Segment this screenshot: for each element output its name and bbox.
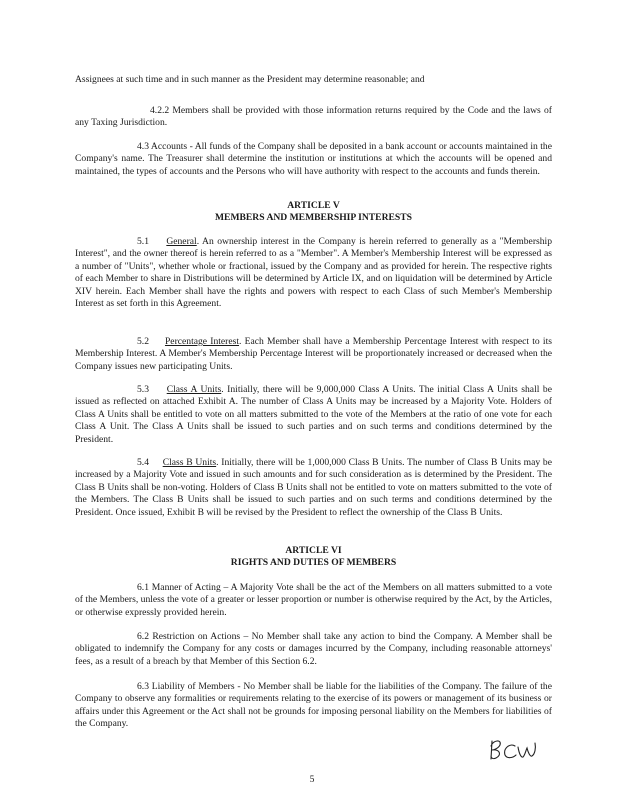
section-6-1-block xyxy=(75,582,552,619)
article-6-title: ARTICLE VI xyxy=(285,545,342,556)
section-5-1-body: . An ownership interest in the Company is herein referred to generally as a "Membership Interest", and the owner thereof is herein referred to as a "Member". A Member's Membership Interest will be expressed as a number of "Units", whether whole or fractional, issued by the Company and as provided for herein. The respective rights of each Member to share in Distributions will be determined by Article IX, and on liquidation will be determined by Article XIV herein. Each Member shall have the rights and powers with respect to each Class of such Member's Membership Interest as set forth in this Agreement. xyxy=(75,236,553,310)
section-4-2-2-block xyxy=(75,105,552,130)
article-5-heading xyxy=(75,200,552,223)
handwritten-initials xyxy=(488,736,552,764)
intro-line: Assignees at such time and in such manner as the President may determine reasonable; and xyxy=(75,74,425,85)
section-5-1-block xyxy=(75,236,552,310)
section-5-4-heading: Class B Units xyxy=(162,457,217,468)
section-5-4-number: 5.4 xyxy=(137,457,149,468)
section-5-3 xyxy=(75,384,552,446)
section-5-2-heading: Percentage Interest xyxy=(164,336,240,347)
section-6-2: 6.2 Restriction on Actions – No Member shall take any action to bind the Company. A Member shall be obligated to indemnify the Company for any costs or damages incurred by the Company, including reasonable attorneys' fees, as a result of a breach by that Member of this Section 6.2. xyxy=(75,631,552,667)
section-5-1 xyxy=(75,236,552,310)
article-6-subtitle: RIGHTS AND DUTIES OF MEMBERS xyxy=(230,556,397,568)
section-5-4-block xyxy=(75,457,552,519)
section-4-2-2: 4.2.2 Members shall be provided with those information returns required by the Code and the laws of any Taxing Jurisdiction. xyxy=(75,105,552,129)
section-6-3: 6.3 Liability of Members - No Member shall be liable for the liabilities of the Company. The failure of the Company to observe any formalities or requirements relating to the exercise of its powers or management of its business or affairs under this Agreement or the Act shall not be grounds for imposing personal liability on the Members for liabilities of the Company. xyxy=(75,681,552,730)
section-5-4-body: . Initially, there will be 1,000,000 Class B Units. The number of Class B Units may be increased by a Majority Vote and issued in such amounts and for such consideration as is determined by the President. The Class B Units shall be non-voting. Holders of Class B Units shall not be entitled to vote on matters submitted to the vote of the Members. The Class B Units shall be issued to such parties and on such terms and conditions determined by the President. Once issued, Exhibit B will be revised by the President to reflect the ownership of the Class B Units. xyxy=(75,457,552,518)
section-4-3-block xyxy=(75,141,552,178)
article-6-heading xyxy=(75,545,552,568)
section-4-3: 4.3 Accounts - All funds of the Company shall be deposited in a bank account or accounts maintained in the Company's name. The Treasurer shall determine the institution or institutions at which the accounts will be opened and maintained, the types of accounts and the Persons who will have authority with respect to the accounts and funds therein. xyxy=(75,141,552,177)
article-5-title: ARTICLE V xyxy=(287,200,340,211)
section-5-1-number: 5.1 xyxy=(137,236,149,247)
article-5-subtitle: MEMBERS AND MEMBERSHIP INTERESTS xyxy=(215,211,412,223)
page-number: 5 xyxy=(309,774,315,785)
section-5-2-body: . Each Member shall have a Membership Percentage Interest with respect to its Membership Interest. A Member's Membership Percentage Interest will be proportionately increased or decreased when the Company issues new participating Units. xyxy=(75,336,552,372)
section-5-1-heading: General xyxy=(166,236,197,247)
section-5-4 xyxy=(75,457,552,519)
section-5-2-block xyxy=(75,336,552,373)
section-5-3-heading: Class A Units xyxy=(166,384,222,395)
intro-line-block xyxy=(75,74,552,86)
section-5-3-number: 5.3 xyxy=(137,384,149,395)
section-6-2-block xyxy=(75,631,552,668)
section-6-3-block xyxy=(75,681,552,731)
section-5-2 xyxy=(75,336,552,373)
section-5-3-body: . Initially, there will be 9,000,000 Class A Units. The initial Class A Units shall be issued as reflected on attached Exhibit A. The number of Class A Units may be increased by a Majority Vote. Holders of Class A Units shall be entitled to vote on all matters submitted to the vote of the Members at the ratio of one vote for each Class A Unit. The Class A Units shall be issued to such parties and on such terms and conditions determined by the President. xyxy=(75,384,552,445)
section-5-2-number: 5.2 xyxy=(137,336,149,347)
section-5-3-block xyxy=(75,384,552,446)
section-6-1: 6.1 Manner of Acting – A Majority Vote shall be the act of the Members on all matters submitted to a vote of the Members, unless the vote of a greater or lesser proportion or number is otherwise required by the Act, by the Articles, or otherwise expressly provided herein. xyxy=(75,582,552,618)
